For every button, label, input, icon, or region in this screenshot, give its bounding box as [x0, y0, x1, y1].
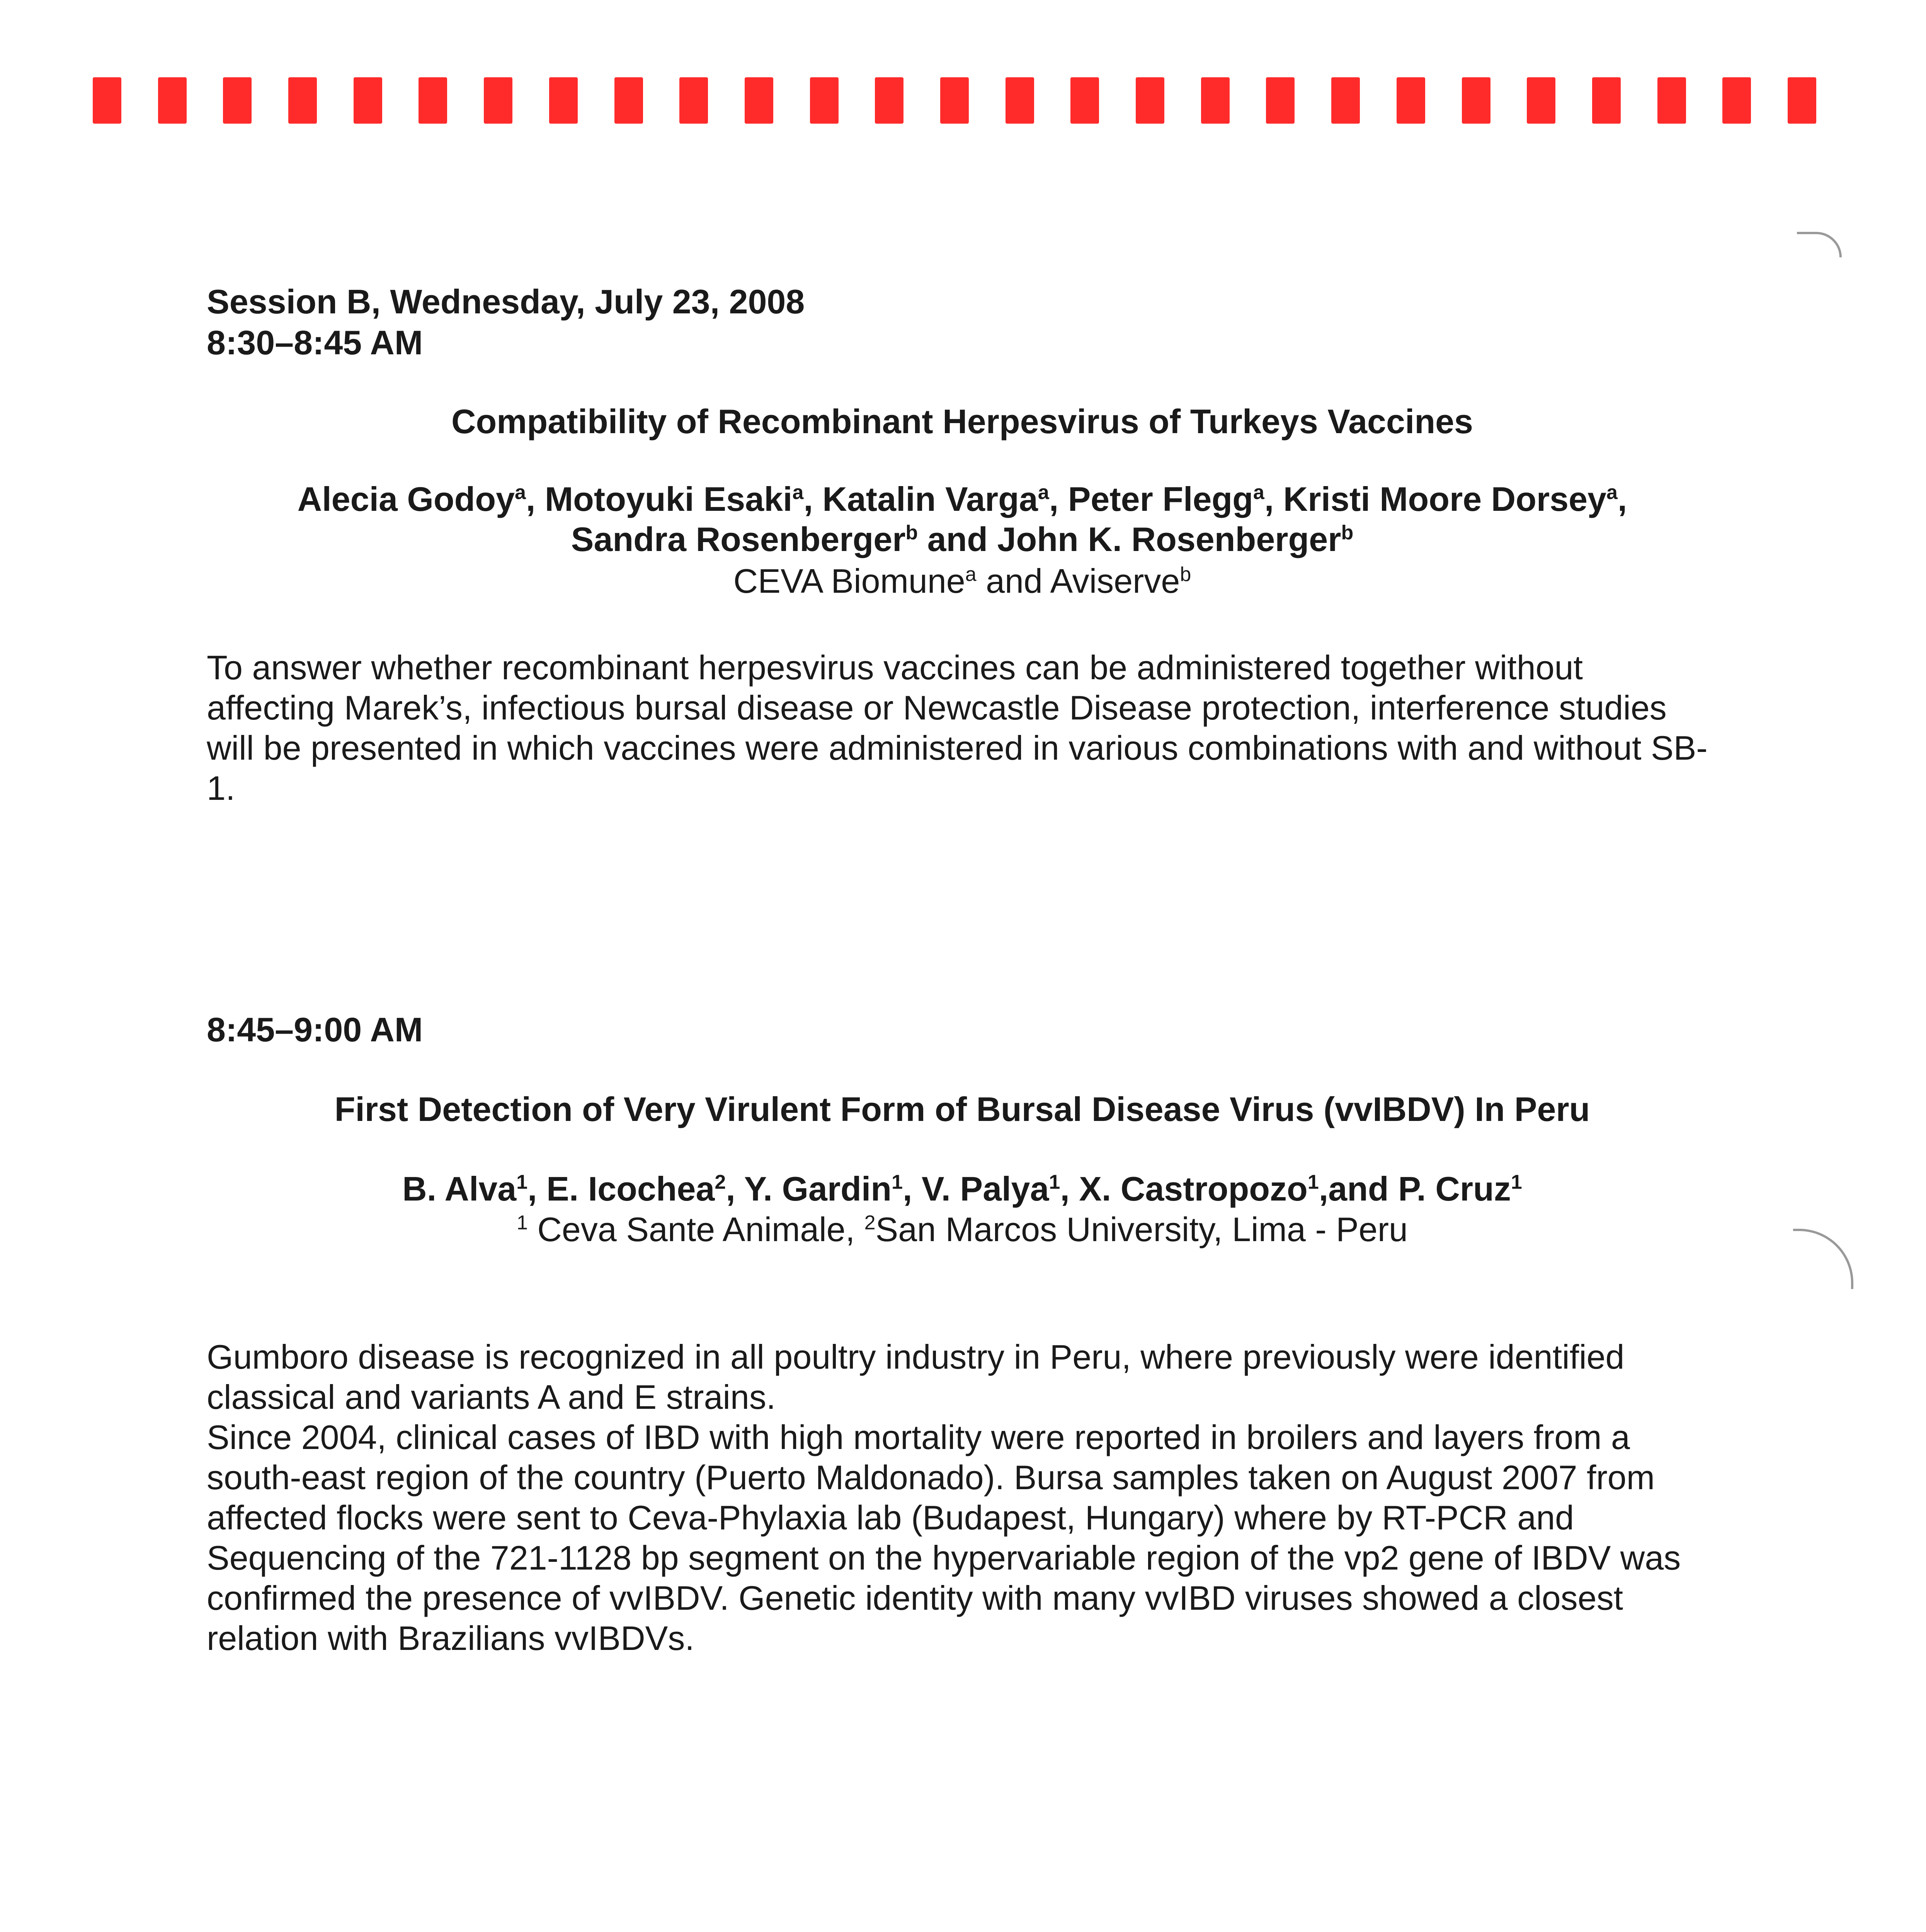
affiliation-name: CEVA Biomune$^a$ and	[733, 562, 1050, 600]
author-name: E. Icochea$^2$,	[546, 1170, 744, 1208]
abstract-2-body	[207, 1337, 1718, 1658]
stripe-segment	[1006, 77, 1034, 124]
affiliation-name: $^1$ Ceva Sante Animale,	[516, 1210, 864, 1248]
abstract-2-paragraph-1: Gumboro disease is recognized in all poultry industry in Peru, where previously were identified classical and variants A and E strains.	[207, 1338, 1625, 1416]
abstract-1-authors	[207, 479, 1718, 560]
author-name-sup: 1	[516, 1171, 528, 1194]
stripe-segment	[1136, 77, 1164, 124]
stripe-segment	[1462, 77, 1490, 124]
abstract-2-title: First Detection of Very Virulent Form of Bursal Disease Virus (vvIBDV) In Peru	[334, 1090, 1590, 1128]
stripe-segment	[1527, 77, 1555, 124]
stripe-segment	[419, 77, 447, 124]
stripe-segment	[810, 77, 839, 124]
stripe-segment	[1070, 77, 1099, 124]
author-name-sup: a	[792, 481, 804, 504]
abstract-2-authors	[207, 1169, 1718, 1209]
scan-mark	[1793, 1229, 1853, 1289]
stripe-segment	[223, 77, 252, 124]
author-name-sup: a	[1253, 481, 1264, 504]
author-name-sup: a	[515, 481, 526, 504]
stripe-segment	[288, 77, 317, 124]
author-name: Peter Flegg$^a$,	[1068, 480, 1283, 518]
abstract-2-time: 8:45–9:00 AM	[207, 1010, 423, 1049]
abstract-1-affiliation	[207, 561, 1718, 601]
author-name-sup: b	[905, 521, 918, 544]
affiliation-name-sup: 1	[516, 1211, 528, 1234]
scan-mark	[1797, 232, 1842, 257]
abstract-1-title-block	[207, 402, 1718, 441]
author-name-sup: b	[1341, 521, 1354, 544]
abstract-2-affiliation	[207, 1209, 1718, 1250]
stripe-segment	[1657, 77, 1686, 124]
session-header	[207, 281, 1718, 363]
stripe-segment	[940, 77, 969, 124]
stripe-segment	[1201, 77, 1230, 124]
author-name: X. Castropozo$^1$,and	[1079, 1170, 1399, 1208]
author-name: B. Alva$^1$,	[402, 1170, 547, 1208]
author-name-sup: a	[1038, 481, 1049, 504]
stripe-segment	[1397, 77, 1425, 124]
abstract-2-title-block	[207, 1090, 1718, 1129]
affiliation-name-sup: b	[1180, 563, 1191, 586]
author-name: John K. Rosenberger$^b$	[997, 520, 1354, 558]
stripe-segment	[614, 77, 643, 124]
stripe-segment	[549, 77, 578, 124]
author-name-sup: 1	[892, 1171, 903, 1194]
author-name: Sandra Rosenberger$^b$ and	[571, 520, 997, 558]
stripe-segment	[1266, 77, 1295, 124]
stripe-segment	[1331, 77, 1360, 124]
author-name: Alecia Godoy$^a$,	[297, 480, 545, 518]
stripe-segment	[484, 77, 512, 124]
affiliation-name-sup: 2	[864, 1211, 876, 1234]
session-date: Session B, Wednesday, July 23, 2008	[207, 282, 805, 321]
author-name: Y. Gardin$^1$,	[744, 1170, 922, 1208]
abstract-2-paragraph-2: Since 2004, clinical cases of IBD with high mortality were reported in broilers and layers from a south-east region of the country (Puerto Maldonado). Bursa samples taken on August 2007 from affected flocks were sent to Ceva-Phylaxia lab (Budapest, Hungary) where by RT-PCR and Sequencing of the 721-1128 bp segment on the hypervariable region of the vp2 gene of IBDV was confirmed the presence of vvIBDV. Genetic identity with many vvIBD viruses showed a closest relation with Brazilians vvIBDVs.	[207, 1418, 1681, 1657]
stripe-segment	[354, 77, 382, 124]
stripe-segment	[93, 77, 121, 124]
author-name-sup: a	[1606, 481, 1618, 504]
author-name-sup: 1	[1307, 1171, 1319, 1194]
stripe-segment	[158, 77, 187, 124]
author-name-sup: 1	[1511, 1171, 1522, 1194]
session-time-1: 8:30–8:45 AM	[207, 323, 423, 362]
author-name: V. Palya$^1$,	[921, 1170, 1079, 1208]
abstract-1-title: Compatibility of Recombinant Herpesvirus of Turkeys Vaccines	[451, 402, 1473, 440]
author-name-sup: 1	[1049, 1171, 1060, 1194]
affiliation-name: $^2$San Marcos University, Lima - Peru	[864, 1210, 1408, 1248]
stripe-segment	[679, 77, 708, 124]
author-name: Motoyuki Esaki$^a$,	[544, 480, 823, 518]
stripe-segment	[875, 77, 903, 124]
affiliation-name-sup: a	[965, 563, 977, 586]
author-name-sup: 2	[715, 1171, 726, 1194]
affiliation-name: Aviserve$^b$	[1050, 562, 1191, 600]
stripe-segment	[1722, 77, 1751, 124]
author-name: P. Cruz$^1$	[1398, 1170, 1522, 1208]
header-stripe	[93, 77, 1816, 124]
stripe-segment	[1592, 77, 1621, 124]
author-name: Katalin Varga$^a$,	[822, 480, 1068, 518]
stripe-segment	[745, 77, 773, 124]
abstract-1-body: To answer whether recombinant herpesvirus vaccines can be administered together without affecting Marek’s, infectious bursal disease or Newcastle Disease protection, interference studies will be presented in which vaccines were administered in various combinations with and without SB-1.	[207, 648, 1708, 807]
author-name: Kristi Moore Dorsey$^a$,	[1283, 480, 1627, 518]
stripe-segment	[1788, 77, 1816, 124]
